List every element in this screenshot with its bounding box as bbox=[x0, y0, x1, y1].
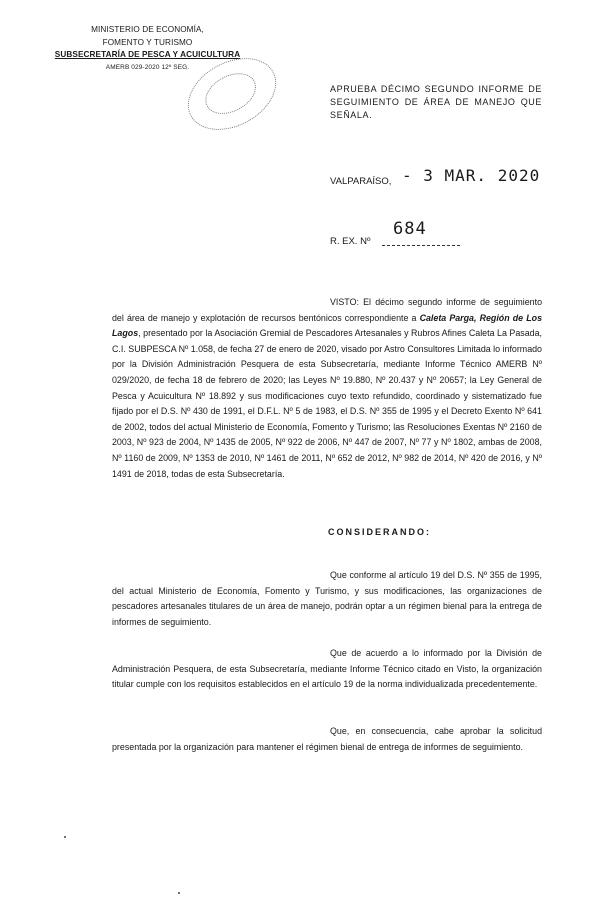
ministry-line2: FOMENTO Y TURISMO bbox=[102, 37, 193, 47]
subsecretaria-line: SUBSECRETARÍA DE PESCA Y ACUICULTURA bbox=[54, 50, 241, 59]
rex-number: 684 bbox=[393, 219, 427, 239]
visto-label: VISTO: bbox=[330, 297, 359, 307]
resolution-title: APRUEBA DÉCIMO SEGUNDO INFORME DE SEGUIMIENTO DE ÁREA DE MANEJO QUE SEÑALA. bbox=[330, 84, 542, 120]
visto-text-after: , presentado por la Asociación Gremial de Pescadores Artesanales y Rubros Afines Caleta La Pasada, C.I. SUBPESCA Nº 1.058, de fecha 27 de enero de 2020, visado por Astro Consultores Limitada lo informado por la División Administración Pesquera de esta Subsecretaría, mediante Informe Técnico AMERB Nº 029/2020, de fecha 18 de febrero de 2020; las Leyes Nº 19.880, Nº 20.437 y Nº 20657; la Ley General de Pesca y Acuicultura Nº 18.892 y sus modificaciones cuyo texto refundido, coordinado y sistematizado fue fijado por el D.S. Nº 430 de 1991, el D.F.L. Nº 5 de 1983, el D.S. Nº 355 de 1995 y el Decreto Exento Nº 641 de 2002, todos del actual Ministerio de Economía, Fomento y Turismo; las Resoluciones Exentas Nº 2160 de 2003, Nº 923 de 2004, Nº 1435 de 2005, Nº 922 de 2006, Nº 447 de 2007, Nº 77 y Nº 1802, ambas de 2008, Nº 1160 de 2009, Nº 1353 de 2010, Nº 1461 de 2011, Nº 652 de 2012, Nº 982 de 2014, Nº 420 de 2016, y Nº 1491 de 2018, todas de esta Subsecretaría. bbox=[112, 328, 542, 479]
place-label: VALPARAÍSO, bbox=[330, 176, 392, 187]
official-stamp-inner bbox=[198, 65, 263, 122]
considerando-heading: CONSIDERANDO: bbox=[328, 527, 432, 537]
considerando-paragraph-2: Que de acuerdo a lo informado por la División de Administración Pesquera, de esta Subsecretaría, mediante Informe Técnico citado en Visto, la organización titular cumple con los requisitos establecidos en el artículo 19 de la norma individualizada precedentemente. bbox=[112, 648, 542, 690]
rex-underline bbox=[382, 245, 460, 246]
resolution-date: - 3 MAR. 2020 bbox=[402, 166, 541, 185]
visto-text-before: El décimo segundo informe de seguimiento del área de manejo y explotación de recursos bentónicos correspondiente a bbox=[112, 297, 543, 323]
visto-paragraph bbox=[112, 295, 542, 482]
scan-speck bbox=[178, 892, 180, 894]
rex-label: R. EX. Nº bbox=[330, 236, 371, 247]
considerando-paragraph-1: Que conforme al artículo 19 del D.S. Nº 355 de 1995, del actual Ministerio de Economía, Fomento y Turismo, y sus modificaciones, las organizaciones de pescadores artesanales titulares de un área de manejo, podrán optar a un régimen bienal para la entrega de informes de seguimiento. bbox=[112, 570, 542, 627]
considerando-paragraph-3: Que, en consecuencia, cabe aprobar la solicitud presentada por la organización para mantener el régimen bienal de entrega de informes de seguimiento. bbox=[112, 726, 542, 752]
reference-line: AMERB 029-2020 12º SEG. bbox=[105, 63, 190, 71]
scan-speck bbox=[64, 836, 66, 838]
visto-place: Caleta Parga, Región de Los Lagos bbox=[112, 312, 543, 339]
ministry-line1: MINISTERIO DE ECONOMÍA, bbox=[91, 25, 204, 34]
